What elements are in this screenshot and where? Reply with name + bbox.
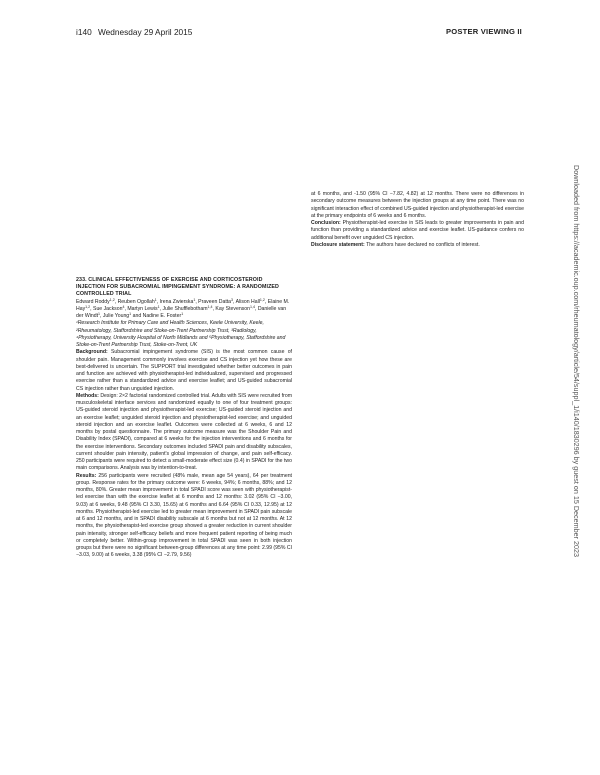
background-text: Subacromial impingement syndrome (SIS) is the most common cause of shoulder pain. Management commonly involves exercise and CS injection yet how these are best-delivered is uncertain. The SUPPORT trial investigated whether better outcomes in pain and function are achieved with physiotherapist-led individualized, supervised and progressed exercise rather than a standardized advice and exercise leaflet; and US-guided subacromial CS injection rather than unguided injection. <box>76 349 292 392</box>
author-name: Julie Young <box>102 313 130 320</box>
disclosure-paragraph <box>311 242 524 249</box>
results-continued: at 6 months, and -1.50 (95% CI −7.82, 4.82) at 12 months. There were no differences in secondary outcome measures between the injection groups at any time point. There was no significant interaction effect of combined US-guided injection and physiotherapist-led exercise at the primary endpoints of 6 weeks and 6 months. <box>311 191 524 219</box>
author-name: Martyn Lewis <box>127 305 158 312</box>
author-affiliation-mark: 1,4 <box>207 304 213 309</box>
author-name: Julie Shufflebotham <box>162 305 208 312</box>
author-name: Elaine M. Hay <box>76 298 290 312</box>
author-affiliation-mark: 1 <box>98 312 100 317</box>
author-affiliation-mark: 1 <box>154 297 157 302</box>
author-affiliation-mark: 1 <box>193 297 196 302</box>
author-affiliation-mark: 1 <box>181 312 184 317</box>
methods-label: Methods: <box>76 392 99 399</box>
author-name: Edward Roddy <box>76 298 110 305</box>
author-affiliation-mark: 1,2 <box>109 297 115 302</box>
conclusion-text: Physiotherapist-led exercise in SIS leads to greater improvements in pain and function than providing a standardized advice and exercise leaflet. US-guidance confers no additional benefit over unguided CS injection. <box>311 220 524 241</box>
author-name: Irena Zwierska <box>159 298 194 305</box>
author-name: Danielle van der Windt <box>76 305 287 320</box>
disclosure-label: Disclosure statement: <box>311 241 365 248</box>
disclosure-text: The authors have declared no conflicts of interest. <box>366 241 480 248</box>
author-name: Alison Hall <box>235 298 260 305</box>
methods-paragraph <box>76 393 292 473</box>
download-watermark-text: Downloaded from https://academic.oup.com/rheumatology/article/54/suppl_1/i140/1830296 by guest on 15 December 2023 <box>572 165 581 557</box>
author-list: Edward Roddy$^{1,2}$, Reuben Ogollah$^1$, Irena Zwierska$^1$, Praveen Datta$^3$, Alison Hall$^{1,2}$, Elaine M. Hay$^{1,2}$, Sue Jackson$^4$, Martyn Lewis$^1$, Julie Shufflebotham$^{1,4}$, Kay Stevenson$^{1,4}$, Danielle van der Windt$^1$, Julie Young$^1$ and Nadine E. Foster$^1$ <box>76 297 290 320</box>
background-label: Background: <box>76 349 108 356</box>
author-affiliation-mark: 1 <box>129 312 132 317</box>
author-name: Kay Stevenson <box>215 305 250 312</box>
background-paragraph <box>76 349 292 393</box>
page-header-left <box>76 27 192 37</box>
affiliations: ¹Research Institute for Primary Care and Health Sciences, Keele University, Keele, ²Rheumatology, Staffordshire and Stoke-on-Trent Partnership Trust, ³Radiology, ⁴Physiotherapy, University Hospital of North Midlands and ⁵Physiotherapy, Staffordshire and Stoke-on-Trent Partnership Trust, Stoke-on-Trent, UK <box>76 320 286 349</box>
methods-text: Design: 2×2 factorial randomized controlled trial. Adults with SIS were recruited from musculoskeletal interface services and randomized equally to one of four treatment groups: US-guided steroid injection and physiotherapist-led exercise; US-guided steroid injection and an exercise leaflet; unguided steroid injection and physiotherapist-led exercise; and unguided steroid injection and an exercise leaflet. Outcomes were collected at 6 weeks, 6 and 12 months by postal questionnaire. The primary outcome measure was the Shoulder Pain and Disability Index (SPADI), compared at 6 weeks for the injection interventions and 6 months for the exercise interventions. Secondary outcomes included SPADI pain and disability subscales, current shoulder pain intensity, patient's global impression of change, and pain self-efficacy. 250 participants were required to detect a small-moderate effect size (0.4) in SPADI for the two main comparisons. Analysis was by intention-to-treat. <box>76 392 293 472</box>
conclusion-label: Conclusion: <box>311 220 341 226</box>
author-affiliation-mark: 1 <box>157 304 160 309</box>
author-name: Sue Jackson <box>93 305 123 312</box>
issue-date: Wednesday 29 April 2015 <box>98 27 193 37</box>
conclusion-paragraph <box>311 220 524 242</box>
author-affiliation-mark: 4 <box>122 304 125 309</box>
section-title: POSTER VIEWING II <box>446 27 522 36</box>
abstract-title: 233. CLINICAL EFFECTIVENESS OF EXERCISE AND CORTICOSTEROID INJECTION FOR SUBACROMIAL IMPINGEMENT SYNDROME: A RANDOMIZED CONTROLLED TRIAL <box>76 277 279 298</box>
author-name: Reuben Ogollah <box>117 298 155 305</box>
author-affiliation-mark: 1,4 <box>249 304 255 309</box>
left-column <box>76 277 292 560</box>
results-paragraph <box>76 473 292 560</box>
author-affiliation-mark: 1,2 <box>259 297 265 302</box>
author-affiliation-mark: 1,2 <box>85 304 91 309</box>
author-name: Nadine E. Foster <box>142 313 182 320</box>
right-column <box>311 191 524 249</box>
download-watermark <box>572 165 581 605</box>
results-label: Results: <box>76 472 97 479</box>
results-text: 256 participants were recruited (48% male, mean age 54 years), 64 per treatment group. Response rates for the primary outcome were: 6 weeks, 94%; 6 months, 88%; and 12 months, 80%. Greater mean improvement in total SPADI score was seen with physiotherapist-led exercise than with the exercise leaflet at 6 months and 12 months: 3.02 (95% CI −3.00, 9.03) at 6 weeks, 9.48 (95% CI 3.30, 15.65) at 6 months and 6.64 (95% CI 0.33, 12.95) at 12 months. Physiotherapist-led exercise led to greater mean improvement in SPADI pain subscale at 6 and 12 months, and in SPADI disability subscale at 6 months but not at 12 months. At 12 months, the physiotherapist-led exercise group showed a greater reduction in current shoulder pain intensity, stronger self-efficacy beliefs and more frequent patient reporting of being much or completely better. Within-group improvement in total SPADI was seen in both injection groups but there were no significant between-group differences at any time point: 2.99 (95% CI −3.03, 9.00) at 6 weeks, 3.38 (95% CI −2.79, 9.56) <box>76 472 292 559</box>
author-name: Praveen Datta <box>198 298 232 305</box>
page-number: i140 <box>76 27 92 37</box>
author-affiliation-mark: 3 <box>231 297 234 302</box>
